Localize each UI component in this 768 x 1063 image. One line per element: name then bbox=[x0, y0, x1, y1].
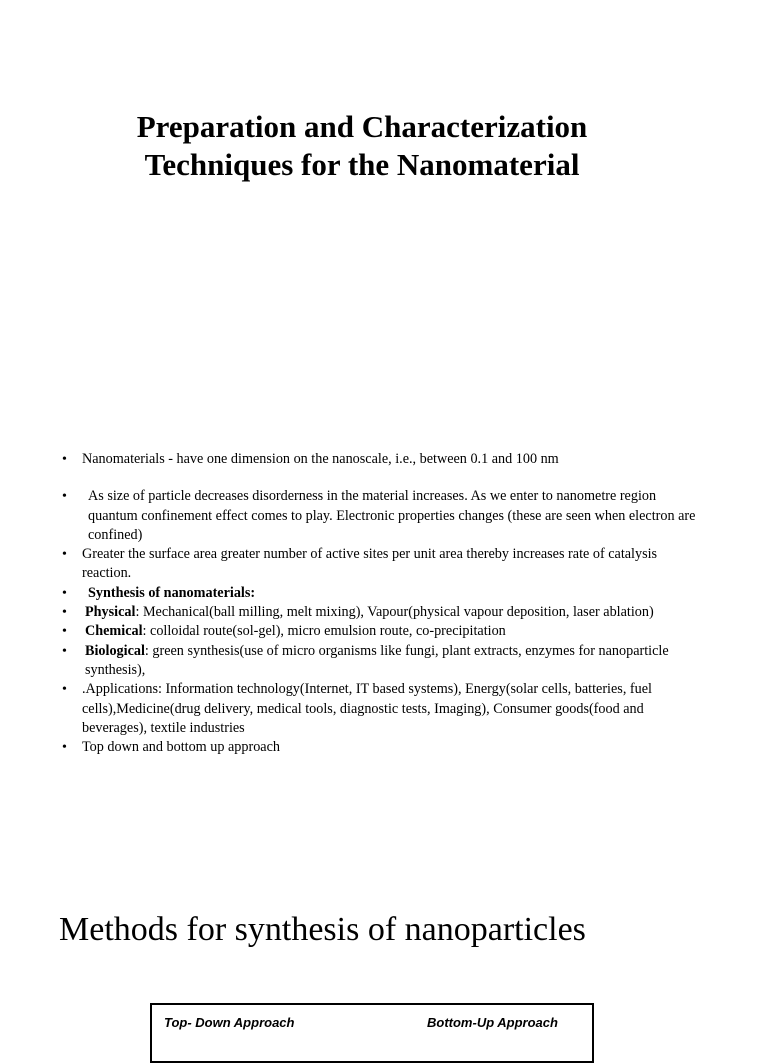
list-item bbox=[60, 680, 700, 738]
table-header-bottom-up: Bottom-Up Approach bbox=[427, 1015, 558, 1030]
bullet-icon: • bbox=[62, 547, 67, 563]
list-item bbox=[60, 487, 700, 545]
bullet-icon: • bbox=[62, 452, 67, 467]
bullet-text: : colloidal route(sol-gel), micro emulsion route, co-precipitation bbox=[142, 623, 506, 640]
list-item bbox=[60, 642, 700, 681]
title-line-1: Preparation and Characterization bbox=[136, 109, 588, 144]
section-heading: Methods for synthesis of nanoparticles bbox=[59, 911, 586, 948]
bullet-bold-text: Biological bbox=[85, 642, 145, 659]
page-title bbox=[0, 108, 724, 184]
bullet-icon: • bbox=[62, 489, 67, 505]
bullet-icon: • bbox=[62, 624, 67, 640]
bullet-icon: • bbox=[62, 605, 67, 621]
bullet-icon: • bbox=[62, 643, 67, 659]
list-item bbox=[60, 738, 700, 757]
bullet-icon: • bbox=[62, 740, 67, 756]
bullet-bold-text: Synthesis of nanomaterials: bbox=[88, 584, 256, 601]
list-item bbox=[60, 584, 700, 603]
bullet-text: .Applications: Information technology(Internet, IT based systems), Energy(solar cells, batteries, fuel cells),Medicine(drug delivery, medical tools, diagnostic tests, Imaging), Consumer goods(food and beverages), textile industries bbox=[82, 681, 652, 736]
bullet-icon: • bbox=[62, 682, 67, 698]
bullet-list bbox=[60, 450, 700, 757]
bullet-text: Nanomaterials - have one dimension on the nanoscale, i.e., between 0.1 and 100 nm bbox=[82, 451, 559, 467]
title-line-2: Techniques for the Nanomaterial bbox=[144, 147, 580, 182]
list-item bbox=[60, 622, 700, 641]
bullet-text: : green synthesis(use of micro organisms like fungi, plant extracts, enzymes for nanoparticle synthesis), bbox=[85, 642, 669, 678]
approach-table bbox=[150, 1003, 594, 1063]
bullet-text: Greater the surface area greater number of active sites per unit area thereby increases rate of catalysis reaction. bbox=[82, 546, 658, 582]
bullet-bold-text: Physical bbox=[85, 604, 136, 621]
bullet-text: Top down and bottom up approach bbox=[82, 739, 280, 756]
list-item bbox=[60, 545, 700, 584]
table-header-top-down: Top- Down Approach bbox=[164, 1015, 295, 1030]
list-item bbox=[60, 603, 700, 622]
list-item bbox=[60, 450, 700, 469]
bullet-text: As size of particle decreases disorderness in the material increases. As we enter to nanometre region quantum confinement effect comes to play. Electronic properties changes (these are seen when electron are confined) bbox=[88, 488, 696, 543]
bullet-text: : Mechanical(ball milling, melt mixing), Vapour(physical vapour deposition, laser ablation) bbox=[135, 604, 654, 621]
bullet-icon: • bbox=[62, 585, 67, 601]
bullet-bold-text: Chemical bbox=[85, 623, 143, 640]
